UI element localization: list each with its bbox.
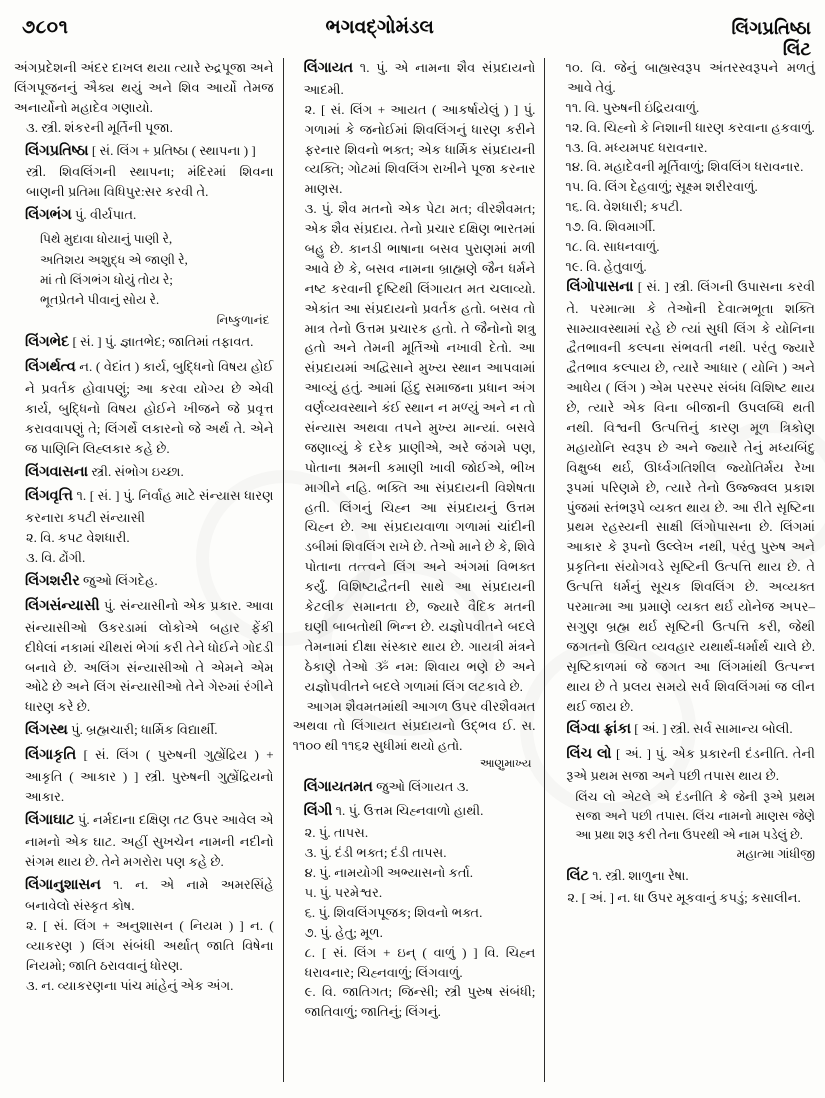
entry-body: [555, 719, 815, 741]
verse-quotation: [14, 229, 274, 311]
etymology: [ અં. ]: [634, 721, 667, 737]
entry-body: [14, 810, 274, 872]
sense-line: ૩. વિ. ઢોંગી.: [26, 550, 86, 566]
definition: પું. જ્ઞાતભેદ; જાતિમાં તફાવત.: [104, 334, 254, 350]
dictionary-entry: [555, 744, 815, 863]
headword: લિંગશરીર: [25, 573, 80, 590]
definition: સ્ત્રી. લિંગની ઉપાસના કરવી તે. પરમાત્મા કે તેઓની દેવાત્મભૂતા શક્તિ સામ્યાવસ્થામાં રહે છે ત્યાં સુધી લિંગ કે યોનિના દ્વૈતભાવની કલ્પના સંભવતી નથી. પરંતુ જ્યારે દ્વૈતભાવ કલ્પાય છે, ત્યારે આધાર ( યોનિ ) અને આધેય ( લિંગ ) એમ પરસ્પર સંબંધ વિશિષ્ટ થાય છે, ત્યારે એક વિના બીજાની ઉપલબ્ધિ થતી નથી. વિશ્વની ઉત્પત્તિનું કારણ મૂળ ત્રિકોણ મહાયોનિ સ્વરૂપ છે અને જ્યારે તેનું મધ્યબિંદુ વિક્ષુબ્ધ થર્ઇ, ઊર્ધ્વગતિશીલ જ્યોતિર્મય રેખા રૂપમાં પરિણમે છે, ત્યારે તેનો ઉજ્જ્વલ પ્રકાશ પુંજમાં સ્તંભરૂપે વ્યક્ત થાય છે. આ રીતે સૃષ્ટિના પ્રથમ રહસ્યની સાક્ષી લિંગોપાસના છે. લિંગમાં આકાર કે રૂપનો ઉલ્લેખ નથી, પરંતુ પુરુષ અને પ્રકૃતિના સંયોગવડે સૃષ્ટિની ઉત્પત્તિ થાય છે. તે ઉત્પત્તિ ધર્મનું સૂચક શિવલિંગ છે. અવ્યક્ત પરમાત્મા આ પ્રમાણે વ્યક્ત થર્ઇ યોનેજ અપર–સગુણ બ્રહ્મ થર્ઇ સૃષ્ટિની ઉત્પત્તિ કરી, જેથી જગતનો ઉચિત વ્યવહાર યથાર્થ-ધર્માર્થ ચાલે છે. સૃષ્ટિકાળમાં જે જગત આ લિંગમાંથી ઉત્પન્ન થાય છે તે પ્રલય સમયે સર્વ શિવલિંગમાં જ લીન થઈ જાય છે.: [566, 278, 815, 714]
entry-body: [14, 745, 274, 807]
sense-line: ૨. [ અં. ] ન. ધા ઉપર મૂકવાનું કપડું; કસાલીન.: [567, 890, 801, 906]
dictionary-entry: [14, 720, 274, 742]
sense-line: ૧૧. વિ. પુરુષની ઇંદ્રિયવાળું.: [565, 99, 700, 115]
headword: લિંગભંગ: [25, 207, 72, 224]
page-header: [0, 0, 825, 60]
dictionary-entry: [14, 357, 274, 458]
sense-line: ૧૫. વિ. લિંગ દેહવાળું; સૂક્ષ્મ શરીરવાળું.: [565, 179, 758, 195]
sense-line: ૨. પું. તાપસ.: [304, 825, 369, 841]
sense-line: ૫. પું. પરમેશ્વર.: [304, 884, 383, 900]
entry-body: [555, 277, 815, 717]
dictionary-entry: [293, 58, 536, 774]
dictionary-entry: [293, 801, 536, 1022]
sense-number: ૧.: [335, 803, 346, 819]
dictionary-entry: [555, 866, 815, 908]
cross-reference: જુઓ લિંગદેહ.: [83, 573, 158, 589]
definition: સ્ત્રી. શાળુના રેષા.: [605, 868, 689, 884]
sense-line: ૩. પું. દંડી ભક્ત; દંડી તાપસ.: [304, 845, 447, 861]
headword: લિંગ્વા ફ્રાંકા: [566, 721, 632, 738]
entry-body: [293, 58, 536, 100]
headword: લિંગસ્થ: [25, 722, 68, 739]
etymology: [ સં. ]: [637, 278, 669, 294]
headword: લિંગાઘાટ: [25, 811, 75, 828]
dictionary-entry: [555, 719, 815, 741]
running-head-last-entry: લિંટ: [782, 39, 811, 60]
continued-paragraph: અંગપ્રદેશની અંદર દાખલ થયા ત્યારે રુદ્રપૂજા અને લિંગપૂજનનું ઐક્ય થયું અને શિવ આર્યો તેમજ અનાર્યોનો મહાદેવ ગણાયો.: [14, 60, 274, 115]
sense-line: ૯. વિ. જાતિગત; જિન્સી; સ્ત્રી પુરુષ સંબંધી; જાતિવાળું; જાતિનું; લિંગનું.: [304, 984, 536, 1020]
etymology: [ સં. લિંગ ( પુરુષની ગુહ્યેંદ્રિય ) + આકૃતિ ( આકાર ) ]: [25, 747, 274, 785]
entry-body: [293, 801, 536, 823]
headword: લિંગોપાસના: [566, 278, 634, 295]
etymology: [ સં. લિંગ + પ્રતિષ્ઠા ( સ્થાપના ) ]: [91, 142, 256, 158]
definition: સ્ત્રી. પુરુષની ગુહ્યેંદ્રિયનો આકાર.: [25, 769, 274, 804]
headword: લિંગાકૃતિ: [25, 747, 77, 764]
entry-body: [555, 866, 815, 888]
verse-line: માં તો લિંગભંગ ધોયું તોય રે;: [40, 272, 173, 287]
entry-body: [555, 744, 815, 786]
sense-line: ૭. પું. હેતુ; મૂળ.: [304, 924, 383, 940]
verse-line: ભૂતપ્રેતને પીવાનું સોય રે.: [40, 293, 160, 308]
entry-body: [14, 875, 274, 917]
sense-line: ૧૮. વિ. સાધનવાળું.: [565, 239, 660, 255]
sense-line: ૧૪. વિ. મહાદેવની મૂર્તિવાળું; શિવલિંગ ધરાવનાર.: [565, 159, 804, 175]
sense-line: ૧૭. વિ. શિવમાર્ગી.: [565, 219, 656, 235]
definition: સ્ત્રી. શિવલિંગની સ્થાપના; મંદિરમાં શિવના બાણની પ્રતિમા વિધિપુર:સર કરવી તે.: [26, 164, 274, 200]
headword: લિંટ: [566, 868, 589, 885]
entry-body: [14, 720, 274, 742]
definition: કાર્ય, બુદ્ધિનો વિષય હોઈ ને પ્રવર્તક હોવાપણું; આ કરવા યોગ્ય છે એવી કાર્ય, બુદ્ધિનો વિષય હોઈને ખીજને જે પ્રવૃત્ત કરાવવાપણું તે; લિંગર્થે લકારનો જે અર્થ તે. એને જ પાણિનિ લિહ્લકાર કહે છે.: [25, 359, 274, 456]
headword: લિંગાનુશાસન: [25, 876, 101, 893]
cross-reference: જુઓ લિંગાયત ૩.: [376, 778, 469, 794]
sense-line: ૩. પું. શૈવ મતનો એક પેટા મત; વીરશૈવમત; એક શૈવ સંપ્રદાય. તેનો પ્રચાર દક્ષિણ ભારતમાં બહુ છે. કાનડી ભાષાના બસવ પુરાણમાં મળી આવે છે કે, બસવ નામના બ્રાહ્મણે જૈન ધર્મને નષ્ટ કરવાની દૃષ્ટિથી લિંગાયત મત ચલાવ્યો. એકાંત આ સંપ્રદાયનો પ્રવર્તક હતો. બસવ તો માત્ર તેનો ઉત્તમ પ્રચારક હતો. તે જૈનોનો શત્રુ હતો અને તેમની મૂર્તિઓ નખાવી દેતો. આ સંપ્રદાયમાં અદ્વિસાને મુખ્ય સ્થાન આપવામાં આવ્યું હતું. આમાં હિંદુ સમાજના પ્રધાન અંગ વર્ણવ્યવસ્થાને કંઈ સ્થાન ન મળ્યું અને ન તો સંન્યાસ અથવા તપને મુખ્ય માન્યાં. બસવે જણાવ્યું કે દરેક પ્રાણીએ, અરે જંગમે પણ, પોતાના શ્રમની કમાણી ખાવી જોઈએ, ભીખ માગીને નહિ. ભક્તિ આ સંપ્રદાયની વિશેષતા હતી. લિંગનું ચિહ્ન આ સંપ્રદાયનું ઉત્તમ ચિહ્ન છે. આ સંપ્રદાયવાળા ગળામાં ચાંદીની ડબીમાં શિવલિંગ રાખે છે. તેઓ માને છે કે, શિવે પોતાના તત્ત્વને લિંગ અને અંગમાં વિભક્ત કર્યું. વિશિષ્ટાદ્વૈતની સાથે આ સંપ્રદાયની કેટલીક સમાનતા છે, જ્યારે વૈદિક મતની ઘણી બાબતોથી ભિન્ન છે. યજ્ઞોપવીતને બદલે તેમનામાં દીક્ષા સંસ્કાર થાય છે. ગાયત્રી મંત્રને ઠેકાણે તેઓ ૐ નમ: શિવાય ભણે છે અને યજ્ઞોપવીતને બદલે ગળામાં લિંગ લટકાવે છે.: [304, 201, 536, 694]
book-title: ભગવદ્ગોમંડલ: [325, 17, 434, 38]
sense-line: ૧૩. વિ. મધ્યમપદ ધરાવનાર.: [565, 139, 708, 155]
entry-attribution: આણુમાખ્ય: [479, 758, 532, 771]
quotation-block: [555, 788, 815, 861]
entry-body: [14, 486, 274, 528]
sense-line: ૧૬. વિ. વેશધારી; કપટી.: [565, 199, 683, 215]
entry-body: [14, 357, 274, 458]
headword: લિંગવાસના: [25, 463, 89, 480]
sense-line: ૧૯. વિ. હેતુવાળું.: [565, 258, 647, 274]
headword: લિંચ લો: [566, 746, 612, 763]
sense-line: ૮. [ સં. લિંગ + ઇન્ ( વાળું ) ] વિ. ચિહ્ન ધરાવનાર; ચિહ્નવાળું; લિંગવાળું.: [304, 944, 536, 980]
dictionary-entry: [14, 596, 274, 717]
headword: લિંગપ્રતિષ્ઠા: [25, 142, 89, 159]
dictionary-entry: [14, 118, 274, 138]
definition: પું. ઉત્તમ ચિહ્નવાળો હાથી.: [348, 803, 484, 819]
entry-body: [14, 205, 274, 227]
sense-number: ૧.: [113, 876, 123, 892]
etymology: ન. ( વેદાંત ): [79, 359, 140, 375]
definition: ન. એ નામે અમરસિંહે બનાવેલો સંસ્કૃત કોષ.: [25, 876, 274, 914]
etymology: [ અં. ]: [616, 746, 651, 762]
verse-line: અતિશય અશુદ્ધ એ જાણી રે,: [40, 252, 188, 267]
column-3: [545, 58, 815, 1082]
page-columns: [0, 52, 825, 1092]
headword: લિંગર્થત્વ: [25, 359, 76, 376]
headword: લિંગવૃત્તિ: [25, 488, 73, 505]
sense-line: ૨. [ સં. લિંગ + અનુશાસન ( નિયમ ) ] ન. ( વ્યાકરણ ) લિંગ સંબંધી અર્થાત્ જાતિ વિષેના નિયમો; જાતિ ઠરાવવાનું ધોરણ.: [26, 918, 274, 974]
sense-number: ૧.: [592, 868, 602, 884]
headword: લિંગી: [303, 803, 333, 820]
definition: પું. નિર્વાહ માટે સંન્યાસ ધારણ કરનારા કપટી સંન્યાસી: [25, 488, 274, 526]
dictionary-entry: [14, 571, 274, 593]
sense-line: ૩. સ્ત્રી. શંકરની મૂર્તિની પૂજા.: [26, 119, 173, 135]
sense-number: ૧.: [359, 60, 370, 75]
dictionary-entry: [14, 332, 274, 354]
etymology: [ સં. ]: [72, 334, 102, 350]
dictionary-entry: [14, 875, 274, 996]
running-head-first-entry: લિંગપ્રતિષ્ઠા: [731, 18, 811, 38]
definition: પું. સંન્યાસીનો એક પ્રકાર. આવા સંન્યાસીઓ ઉકરડામાં લોકોએ બહાર ફેંકી દીધેલાં નકામાં ચીથરાં ભેગાં કરી તેને ધોઈને ગોદડી બનાવે છે. અલિંગ સંન્યાસીઓ તે એમને એમ ઓઢે છે અને લિંગ સંન્યાસીઓ તેને ગેરુમાં રંગીને ધારણ કરે છે.: [25, 597, 274, 715]
headword: લિંગાયતમત: [303, 778, 373, 795]
definition: પું. એક પ્રકારની દંડનીતિ. તેની રૂએ પ્રથમ સજા અને પછી તપાસ થાય છે.: [566, 746, 815, 784]
definition: પું. વીર્યપાત.: [74, 207, 137, 223]
definition: સ્ત્રી. સર્વ સામાન્ય બોલી.: [669, 721, 793, 737]
column-2: [283, 58, 546, 1082]
entry-body: [14, 596, 274, 717]
dictionary-entry: [293, 777, 536, 799]
headword: લિંગભેદ: [25, 334, 70, 351]
dictionary-entry: [14, 745, 274, 807]
dictionary-entry: [555, 277, 815, 717]
verse-attribution: નિષ્કુળાનંદ: [216, 312, 270, 327]
entry-body: [14, 571, 274, 593]
headword: લિંગસંન્યાસી: [25, 597, 100, 614]
dictionary-entry: [14, 141, 274, 203]
definition: પું. એ નામના શૈવ સંપ્રદાયનો આદમી.: [303, 60, 536, 97]
dictionary-entry: [14, 462, 274, 484]
entry-body: [293, 777, 536, 799]
dictionary-entry: [14, 810, 274, 872]
etymology: [ સં. ]: [89, 488, 120, 504]
definition: પું. બ્રહ્મચારી; ધાર્મિક વિદ્યાર્થી.: [71, 722, 218, 738]
quotation-text: લિંચ લો એટલે એ દંડનીતિ કે જેની રૂએ પ્રથમ સજા અને પછી તપાસ. લિંચ નામનો માણસ જેણે આ પ્રથા શરૂ કરી તેના ઉપરથી એ નામ પડેલું છે.: [575, 790, 815, 842]
sense-number: ૧.: [76, 488, 87, 504]
sense-line: ૨. [ સં. લિંગ + આયત ( આકર્ષાયેલું ) ] પું. ગળામાં કે જનોઈમાં શિવલિંગનું ધારણ કરીને ફરનાર શિવનો ભક્ત; એક ધાર્મિક સંપ્રદાયની વ્યક્તિ; ગોટમાં શિવલિંગ રાખીને પૂજા કરનાર માણસ.: [304, 101, 536, 197]
sense-line: ૩. ન. વ્યાકરણના પાંચ માંહેનું એક અંગ.: [26, 977, 234, 993]
verse-line: પિથે મુદાવા ધોયાનું પાણી રે,: [40, 232, 173, 247]
sense-line: ૧૨. વિ. ચિહ્નો કે નિશાની ધારણ કરવાના હકવાળું.: [565, 119, 815, 135]
definition: પું. નર્મદાના દક્ષિણ તટ ઉપર આવેલ એ નામનો એક ઘાટ. અહીં સુખચેન નામની નદીનો સંગમ થાય છે. તેને મગરોરા પણ કહે છે.: [25, 811, 274, 869]
definition: સ્ત્રી. સંભોગ ઇચ્છા.: [91, 463, 184, 479]
entry-body: [14, 462, 274, 484]
sense-line: ૬. પું. શિવલિંગપૂજક; શિવનો ભક્ત.: [304, 904, 483, 920]
entry-body: [14, 332, 274, 354]
dictionary-entry: [14, 205, 274, 329]
quotation-attribution: મહાત્મા ગાંધીજી: [736, 846, 815, 861]
entry-body: [14, 141, 274, 163]
column-1: [14, 58, 283, 1082]
sense-line: ૨. વિ. કપટ વેશધારી.: [26, 530, 130, 546]
page-number: ૭૮૦૧: [22, 17, 69, 38]
dictionary-entry: [14, 486, 274, 568]
headword: લિંગાયત: [303, 60, 354, 76]
sense-line: ૪. પું. નામયોગી અભ્યાસનો કર્તા.: [304, 865, 474, 881]
running-heads: [691, 18, 811, 60]
sense-line: ૧૦. વિ. જેનું બાહ્યસ્વરૂપ અંતરસ્વરૂપને મળતું આવે તેવું.: [565, 60, 815, 95]
closing-paragraph: આગમ શૈવમતમાંથી આગળ ઉપર વીરશૈવમત અથવા તો લિંગાયત સંપ્રદાયનો ઉદ્‌ભવ ઈ. સ. ૧૧૦૦ થી ૧૧૬૨ સુધીમાં થયો હતો.: [292, 698, 536, 754]
